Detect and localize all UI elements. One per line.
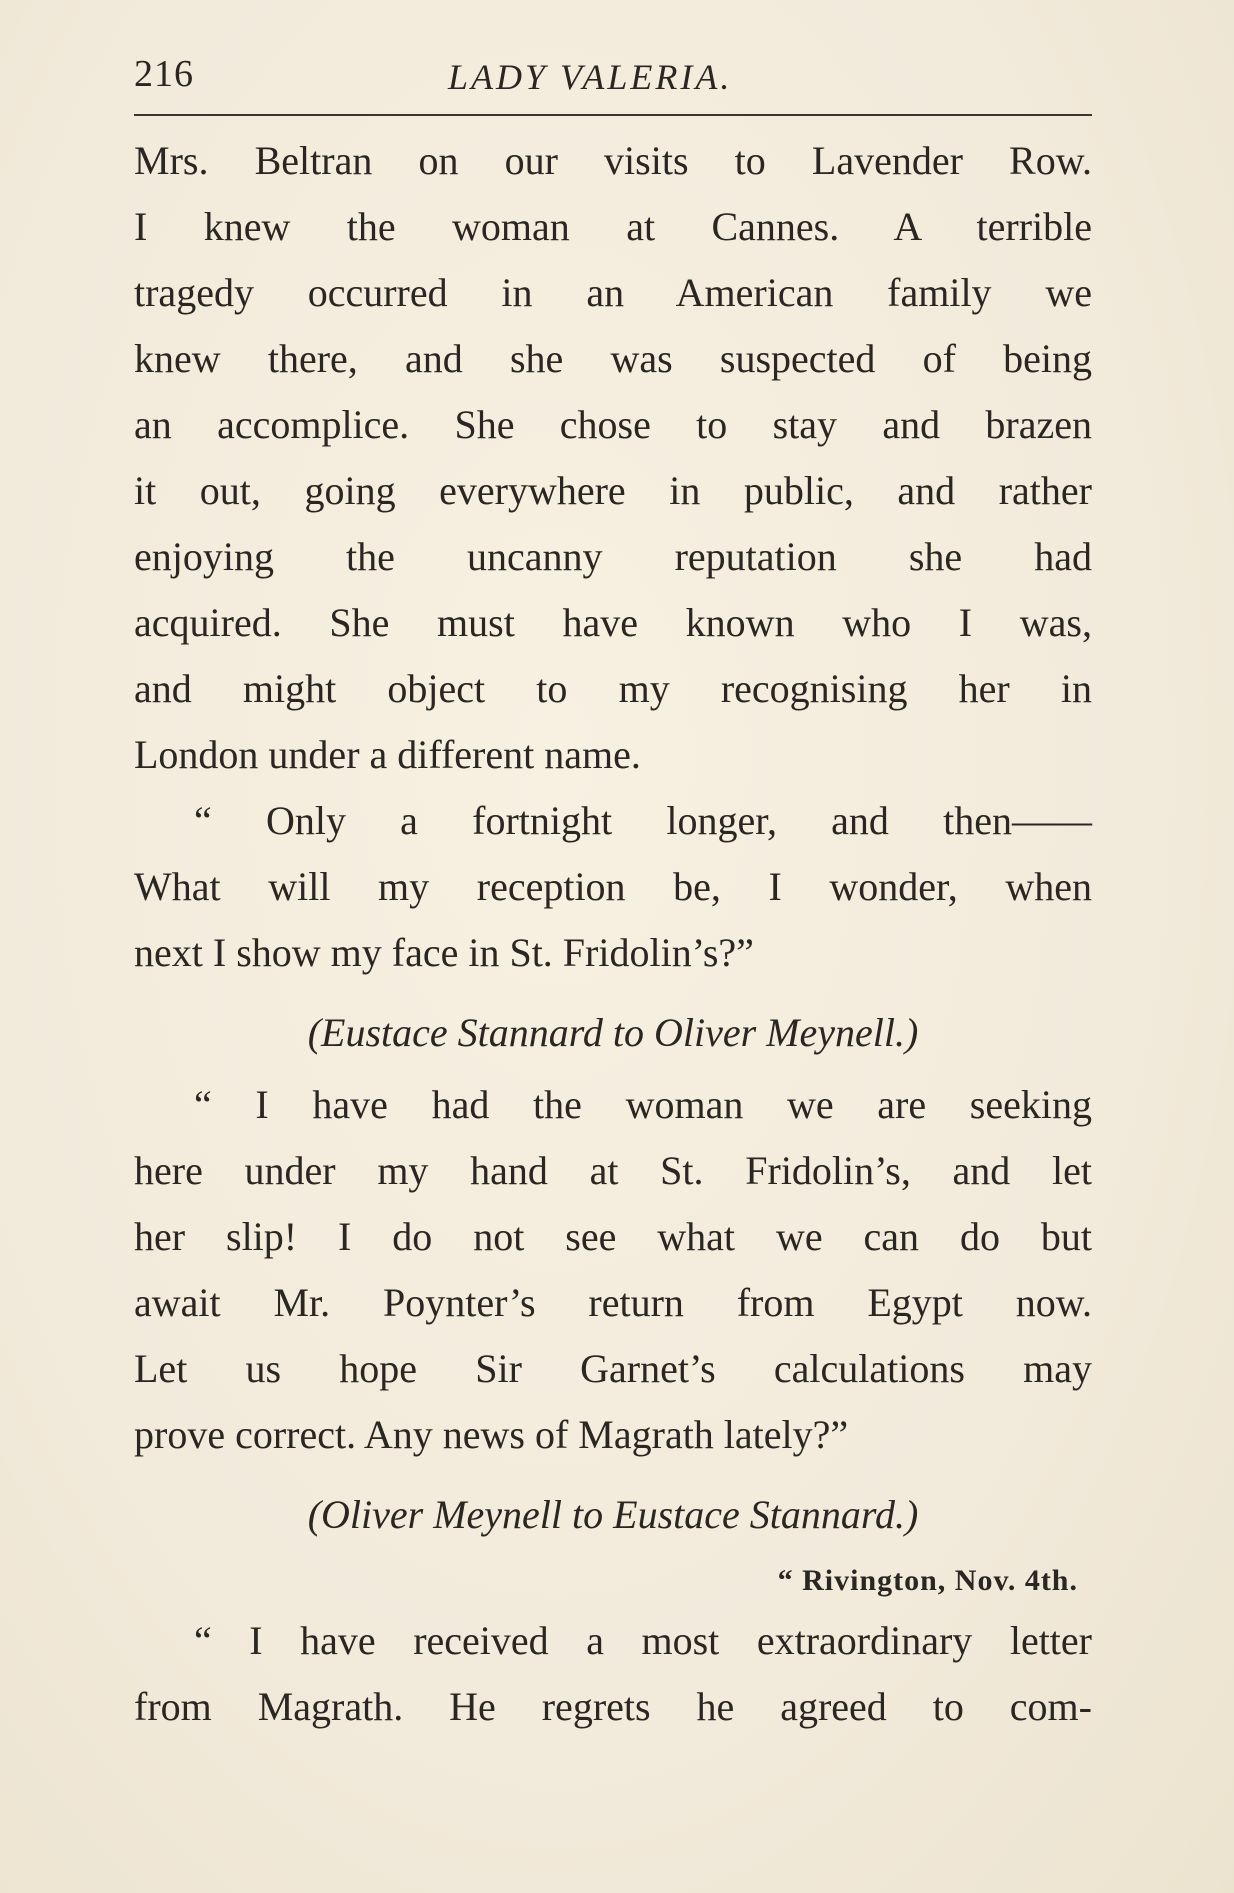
text-line: tragedy occurred in an American family we bbox=[134, 270, 1092, 315]
header-rule bbox=[134, 114, 1092, 116]
text-line: her slip! I do not see what we can do but bbox=[134, 1214, 1092, 1259]
text-line: “ I have had the woman we are seeking bbox=[194, 1082, 1092, 1127]
running-title: LADY VALERIA. bbox=[448, 57, 733, 97]
text-line: London under a different name. bbox=[134, 732, 641, 777]
text-line: next I show my face in St. Fridolin’s?” bbox=[134, 930, 754, 975]
page-header bbox=[134, 52, 1092, 112]
text-line: here under my hand at St. Fridolin’s, and let bbox=[134, 1148, 1092, 1193]
text-line: await Mr. Poynter’s return from Egypt now. bbox=[134, 1280, 1092, 1325]
text-line: and might object to my recognising her in bbox=[134, 666, 1092, 711]
text-line: Mrs. Beltran on our visits to Lavender Row. bbox=[134, 138, 1092, 183]
text-line: an accomplice. She chose to stay and brazen bbox=[134, 402, 1092, 447]
text-line: “ Only a fortnight longer, and then—— bbox=[194, 798, 1092, 843]
text-line: I knew the woman at Cannes. A terrible bbox=[134, 204, 1092, 249]
text-line: knew there, and she was suspected of being bbox=[134, 336, 1092, 381]
text-line: it out, going everywhere in public, and rather bbox=[134, 468, 1092, 513]
text-line: “ I have received a most extraordinary letter bbox=[194, 1618, 1092, 1663]
body-text bbox=[134, 128, 1092, 1740]
text-line: acquired. She must have known who I was, bbox=[134, 600, 1092, 645]
text-line: Let us hope Sir Garnet’s calculations may bbox=[134, 1346, 1092, 1391]
letter-heading: (Eustace Stannard to Oliver Meynell.) bbox=[307, 1010, 919, 1055]
text-line: from Magrath. He regrets he agreed to com- bbox=[134, 1684, 1092, 1729]
text-line: enjoying the uncanny reputation she had bbox=[134, 534, 1092, 579]
page-number: 216 bbox=[134, 53, 194, 95]
dateline: “ Rivington, Nov. 4th. bbox=[777, 1564, 1078, 1597]
letter-heading: (Oliver Meynell to Eustace Stannard.) bbox=[307, 1492, 919, 1537]
text-line: prove correct. Any news of Magrath lately?” bbox=[134, 1412, 849, 1457]
text-line: What will my reception be, I wonder, when bbox=[134, 864, 1092, 909]
